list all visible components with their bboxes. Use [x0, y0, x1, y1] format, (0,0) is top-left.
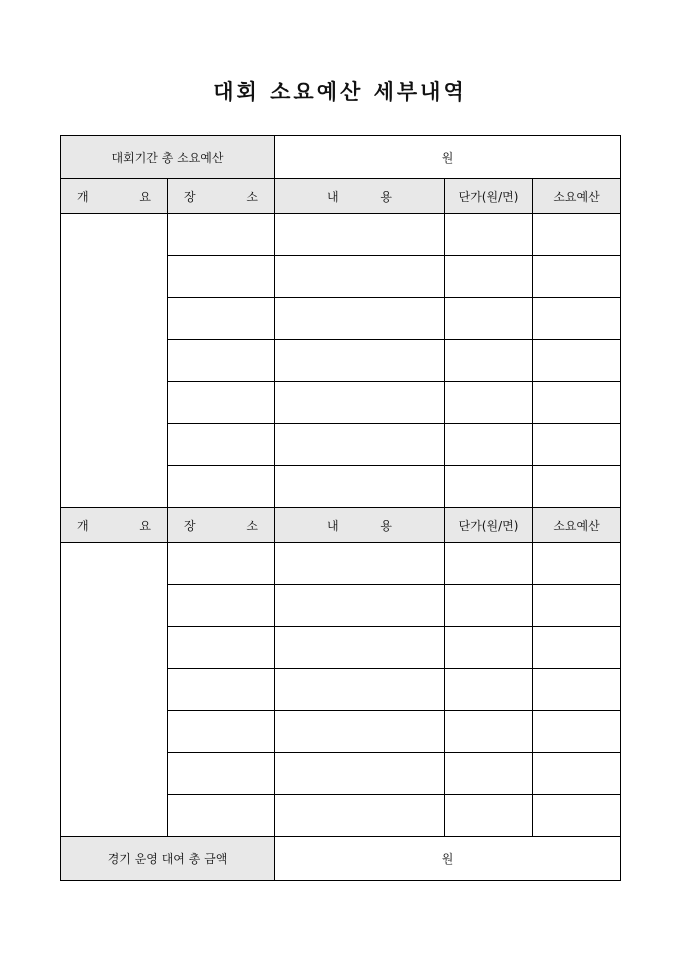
- budget-cell[interactable]: [533, 543, 621, 585]
- unit-price-cell[interactable]: [445, 753, 533, 795]
- unit-price-cell[interactable]: [445, 627, 533, 669]
- content-cell[interactable]: [275, 466, 445, 508]
- overview-cell[interactable]: [61, 543, 168, 837]
- budget-cell[interactable]: [533, 795, 621, 837]
- venue-cell[interactable]: [168, 340, 275, 382]
- total-budget-label: 대회기간 총 소요예산: [61, 136, 275, 179]
- total-budget-value[interactable]: [275, 136, 621, 179]
- section-1-header: [61, 179, 621, 214]
- operation-total-row: [61, 837, 621, 881]
- unit-price-cell[interactable]: [445, 585, 533, 627]
- header-overview: 개 요: [61, 179, 168, 214]
- venue-cell[interactable]: [168, 711, 275, 753]
- budget-cell[interactable]: [533, 298, 621, 340]
- content-cell[interactable]: [275, 298, 445, 340]
- content-cell[interactable]: [275, 753, 445, 795]
- content-cell[interactable]: [275, 669, 445, 711]
- venue-cell[interactable]: [168, 753, 275, 795]
- budget-cell[interactable]: [533, 627, 621, 669]
- unit-price-cell[interactable]: [445, 669, 533, 711]
- venue-cell[interactable]: [168, 669, 275, 711]
- venue-cell[interactable]: [168, 214, 275, 256]
- content-cell[interactable]: [275, 424, 445, 466]
- header-unit-price: 단가(원/면): [445, 508, 533, 543]
- header-content: 내 용: [275, 508, 445, 543]
- header-unit-price: 단가(원/면): [445, 179, 533, 214]
- page-title: 대회 소요예산 세부내역: [213, 79, 467, 104]
- content-cell[interactable]: [275, 382, 445, 424]
- venue-cell[interactable]: [168, 256, 275, 298]
- content-cell[interactable]: [275, 256, 445, 298]
- won-unit: 원: [441, 150, 454, 165]
- venue-cell[interactable]: [168, 795, 275, 837]
- table-row: [61, 543, 621, 585]
- budget-table: [60, 135, 621, 881]
- unit-price-cell[interactable]: [445, 466, 533, 508]
- venue-cell[interactable]: [168, 382, 275, 424]
- operation-total-value[interactable]: [275, 837, 621, 881]
- venue-cell[interactable]: [168, 543, 275, 585]
- operation-total-label: 경기 운영 대여 총 금액: [61, 837, 275, 881]
- content-cell[interactable]: [275, 543, 445, 585]
- header-overview: 개 요: [61, 508, 168, 543]
- budget-cell[interactable]: [533, 466, 621, 508]
- content-cell[interactable]: [275, 340, 445, 382]
- budget-cell[interactable]: [533, 711, 621, 753]
- header-content: 내 용: [275, 179, 445, 214]
- header-venue: 장 소: [168, 179, 275, 214]
- budget-cell[interactable]: [533, 424, 621, 466]
- unit-price-cell[interactable]: [445, 340, 533, 382]
- venue-cell[interactable]: [168, 298, 275, 340]
- header-budget: 소요예산: [533, 179, 621, 214]
- unit-price-cell[interactable]: [445, 424, 533, 466]
- table-row: [61, 214, 621, 256]
- budget-cell[interactable]: [533, 256, 621, 298]
- content-cell[interactable]: [275, 711, 445, 753]
- budget-cell[interactable]: [533, 585, 621, 627]
- won-unit: 원: [441, 852, 454, 866]
- venue-cell[interactable]: [168, 585, 275, 627]
- header-budget: 소요예산: [533, 508, 621, 543]
- total-budget-row: [61, 136, 621, 179]
- budget-cell[interactable]: [533, 340, 621, 382]
- content-cell[interactable]: [275, 214, 445, 256]
- venue-cell[interactable]: [168, 466, 275, 508]
- section-2-header: [61, 508, 621, 543]
- budget-cell[interactable]: [533, 669, 621, 711]
- overview-cell[interactable]: [61, 214, 168, 508]
- unit-price-cell[interactable]: [445, 298, 533, 340]
- unit-price-cell[interactable]: [445, 382, 533, 424]
- unit-price-cell[interactable]: [445, 543, 533, 585]
- content-cell[interactable]: [275, 627, 445, 669]
- venue-cell[interactable]: [168, 627, 275, 669]
- unit-price-cell[interactable]: [445, 711, 533, 753]
- header-venue: 장 소: [168, 508, 275, 543]
- content-cell[interactable]: [275, 585, 445, 627]
- unit-price-cell[interactable]: [445, 795, 533, 837]
- unit-price-cell[interactable]: [445, 214, 533, 256]
- venue-cell[interactable]: [168, 424, 275, 466]
- unit-price-cell[interactable]: [445, 256, 533, 298]
- budget-cell[interactable]: [533, 753, 621, 795]
- budget-cell[interactable]: [533, 382, 621, 424]
- content-cell[interactable]: [275, 795, 445, 837]
- budget-cell[interactable]: [533, 214, 621, 256]
